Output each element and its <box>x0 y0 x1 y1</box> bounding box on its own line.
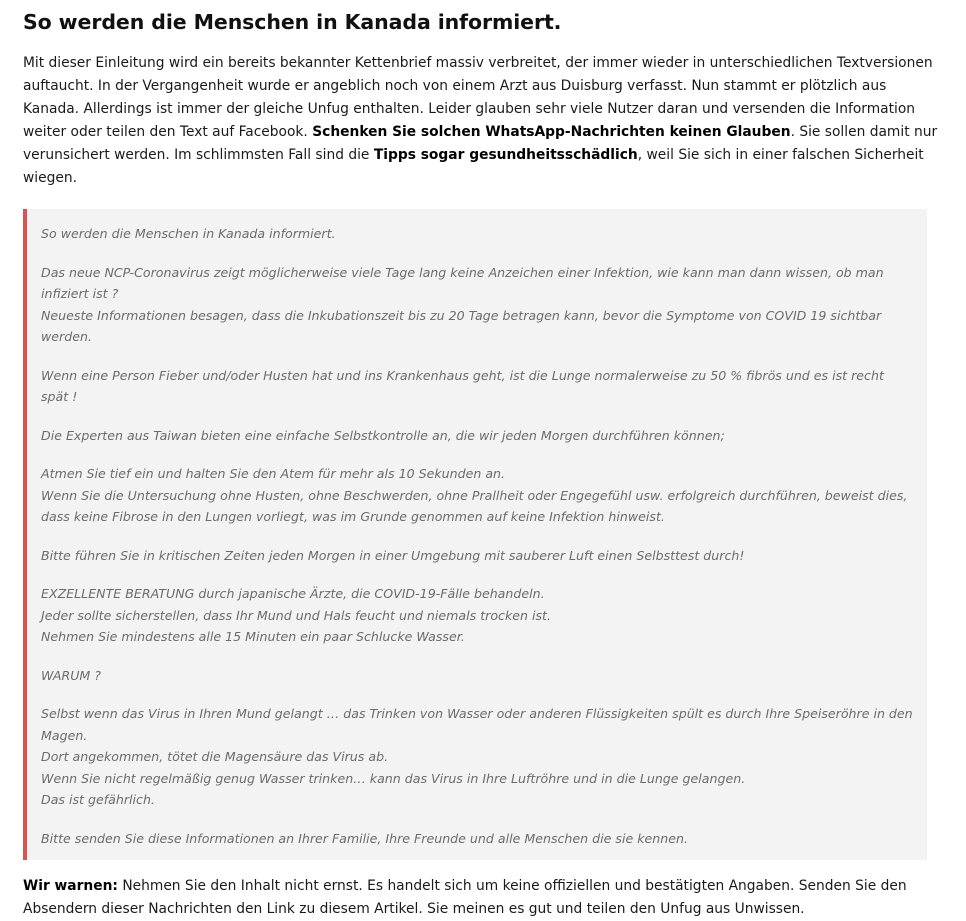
quote-paragraph <box>41 583 913 648</box>
intro-bold-2: Tipps sogar gesundheitsschädlich <box>373 147 638 163</box>
quote-line: Selbst wenn das Virus in Ihren Mund gelangt … das Trinken von Wasser oder anderen Flüssigkeiten spült es durch Ihre Speiseröhre in den Magen. <box>41 706 913 743</box>
warning-label: Wir warnen: <box>23 878 118 894</box>
quote-line: Das ist gefährlich. <box>41 792 155 807</box>
warning-text: Nehmen Sie den Inhalt nicht ernst. Es handelt sich um keine offiziellen und bestätigten Angaben. Senden Sie den Absendern dieser Nachrichten den Link zu diesem Artikel. Sie meinen es gut und teilen den Unfug aus Unwissen. <box>23 878 907 917</box>
quote-line: Bitte senden Sie diese Informationen an Ihrer Familie, Ihre Freunde und alle Menschen die sie kennen. <box>41 830 688 846</box>
quote-paragraph <box>41 703 913 811</box>
quote-line: EXZELLENTE BERATUNG durch japanische Ärzte, die COVID-19-Fälle behandeln. <box>41 586 545 601</box>
quote-line: Wenn eine Person Fieber und/oder Husten hat und ins Krankenhaus geht, ist die Lunge normalerweise zu 50 % fibrös und es ist recht spät ! <box>41 367 884 404</box>
quote-paragraph <box>41 223 913 245</box>
intro-text-1: Mit dieser Einleitung wird ein bereits bekannter Kettenbrief massiv verbreitet, der immer wieder in unterschiedlichen Textversionen auftaucht. In der Vergangenheit wurde er angeblich noch von einem Arzt aus Duisburg verfasst. Nun stammt er plötzlich aus Kanada. Allerdings ist immer der gleiche Unfug enthalten. Leider glauben sehr viele Nutzer daran und versenden die Information weiter oder teilen den Text auf Facebook. <box>23 55 933 140</box>
chain-letter-quote <box>23 209 927 860</box>
intro-text-3: , weil Sie sich in einer falschen Sicherheit wiegen. <box>23 147 924 186</box>
quote-line: Die Experten aus Taiwan bieten eine einfache Selbstkontrolle an, die wir jeden Morgen durchführen können; <box>41 427 725 443</box>
quote-paragraph <box>41 545 913 567</box>
quote-line: Bitte führen Sie in kritischen Zeiten jeden Morgen in einer Umgebung mit sauberer Luft einen Selbsttest durch! <box>41 547 745 563</box>
quote-line: Atmen Sie tief ein und halten Sie den Atem für mehr als 10 Sekunden an. <box>41 466 506 481</box>
quote-line: Das neue NCP-Coronavirus zeigt möglicherweise viele Tage lang keine Anzeichen einer Infektion, wie kann man dann wissen, ob man infiziert ist ? <box>41 264 884 301</box>
quote-line: Wenn Sie nicht regelmäßig genug Wasser trinken… kann das Virus in Ihre Luftröhre und in die Lunge gelangen. <box>41 770 746 786</box>
quote-line: Wenn Sie die Untersuchung ohne Husten, ohne Beschwerden, ohne Prallheit oder Engegefühl usw. erfolgreich durchführen, beweist dies, dass keine Fibrose in den Lungen vorliegt, was im Grunde genommen auf keine Infektion hinweist. <box>41 487 908 524</box>
quote-line: WARUM ? <box>41 667 101 683</box>
quote-line: So werden die Menschen in Kanada informiert. <box>41 226 336 241</box>
quote-paragraph <box>41 828 913 850</box>
quote-paragraph <box>41 425 913 447</box>
quote-line: Dort angekommen, tötet die Magensäure das Virus ab. <box>41 749 389 764</box>
quote-line: Neueste Informationen besagen, dass die Inkubationszeit bis zu 20 Tage betragen kann, bevor die Symptome von COVID 19 sichtbar werden. <box>41 307 882 344</box>
quote-line: Jeder sollte sicherstellen, dass Ihr Mund und Hals feucht und niemals trocken ist. <box>41 607 551 623</box>
quote-paragraph <box>41 665 913 687</box>
intro-bold-1: Schenken Sie solchen WhatsApp-Nachrichten keinen Glauben <box>312 124 791 140</box>
quote-paragraph <box>41 365 913 408</box>
quote-line: Nehmen Sie mindestens alle 15 Minuten ein paar Schlucke Wasser. <box>41 629 465 644</box>
quote-paragraph <box>41 463 913 528</box>
intro-paragraph <box>23 52 943 190</box>
intro-text-2: . Sie sollen damit nur verunsichert werden. Im schlimmsten Fall sind die <box>23 124 938 163</box>
warning-paragraph <box>23 875 943 921</box>
article-title: So werden die Menschen in Kanada informiert. <box>23 10 562 34</box>
quote-paragraph <box>41 262 913 348</box>
